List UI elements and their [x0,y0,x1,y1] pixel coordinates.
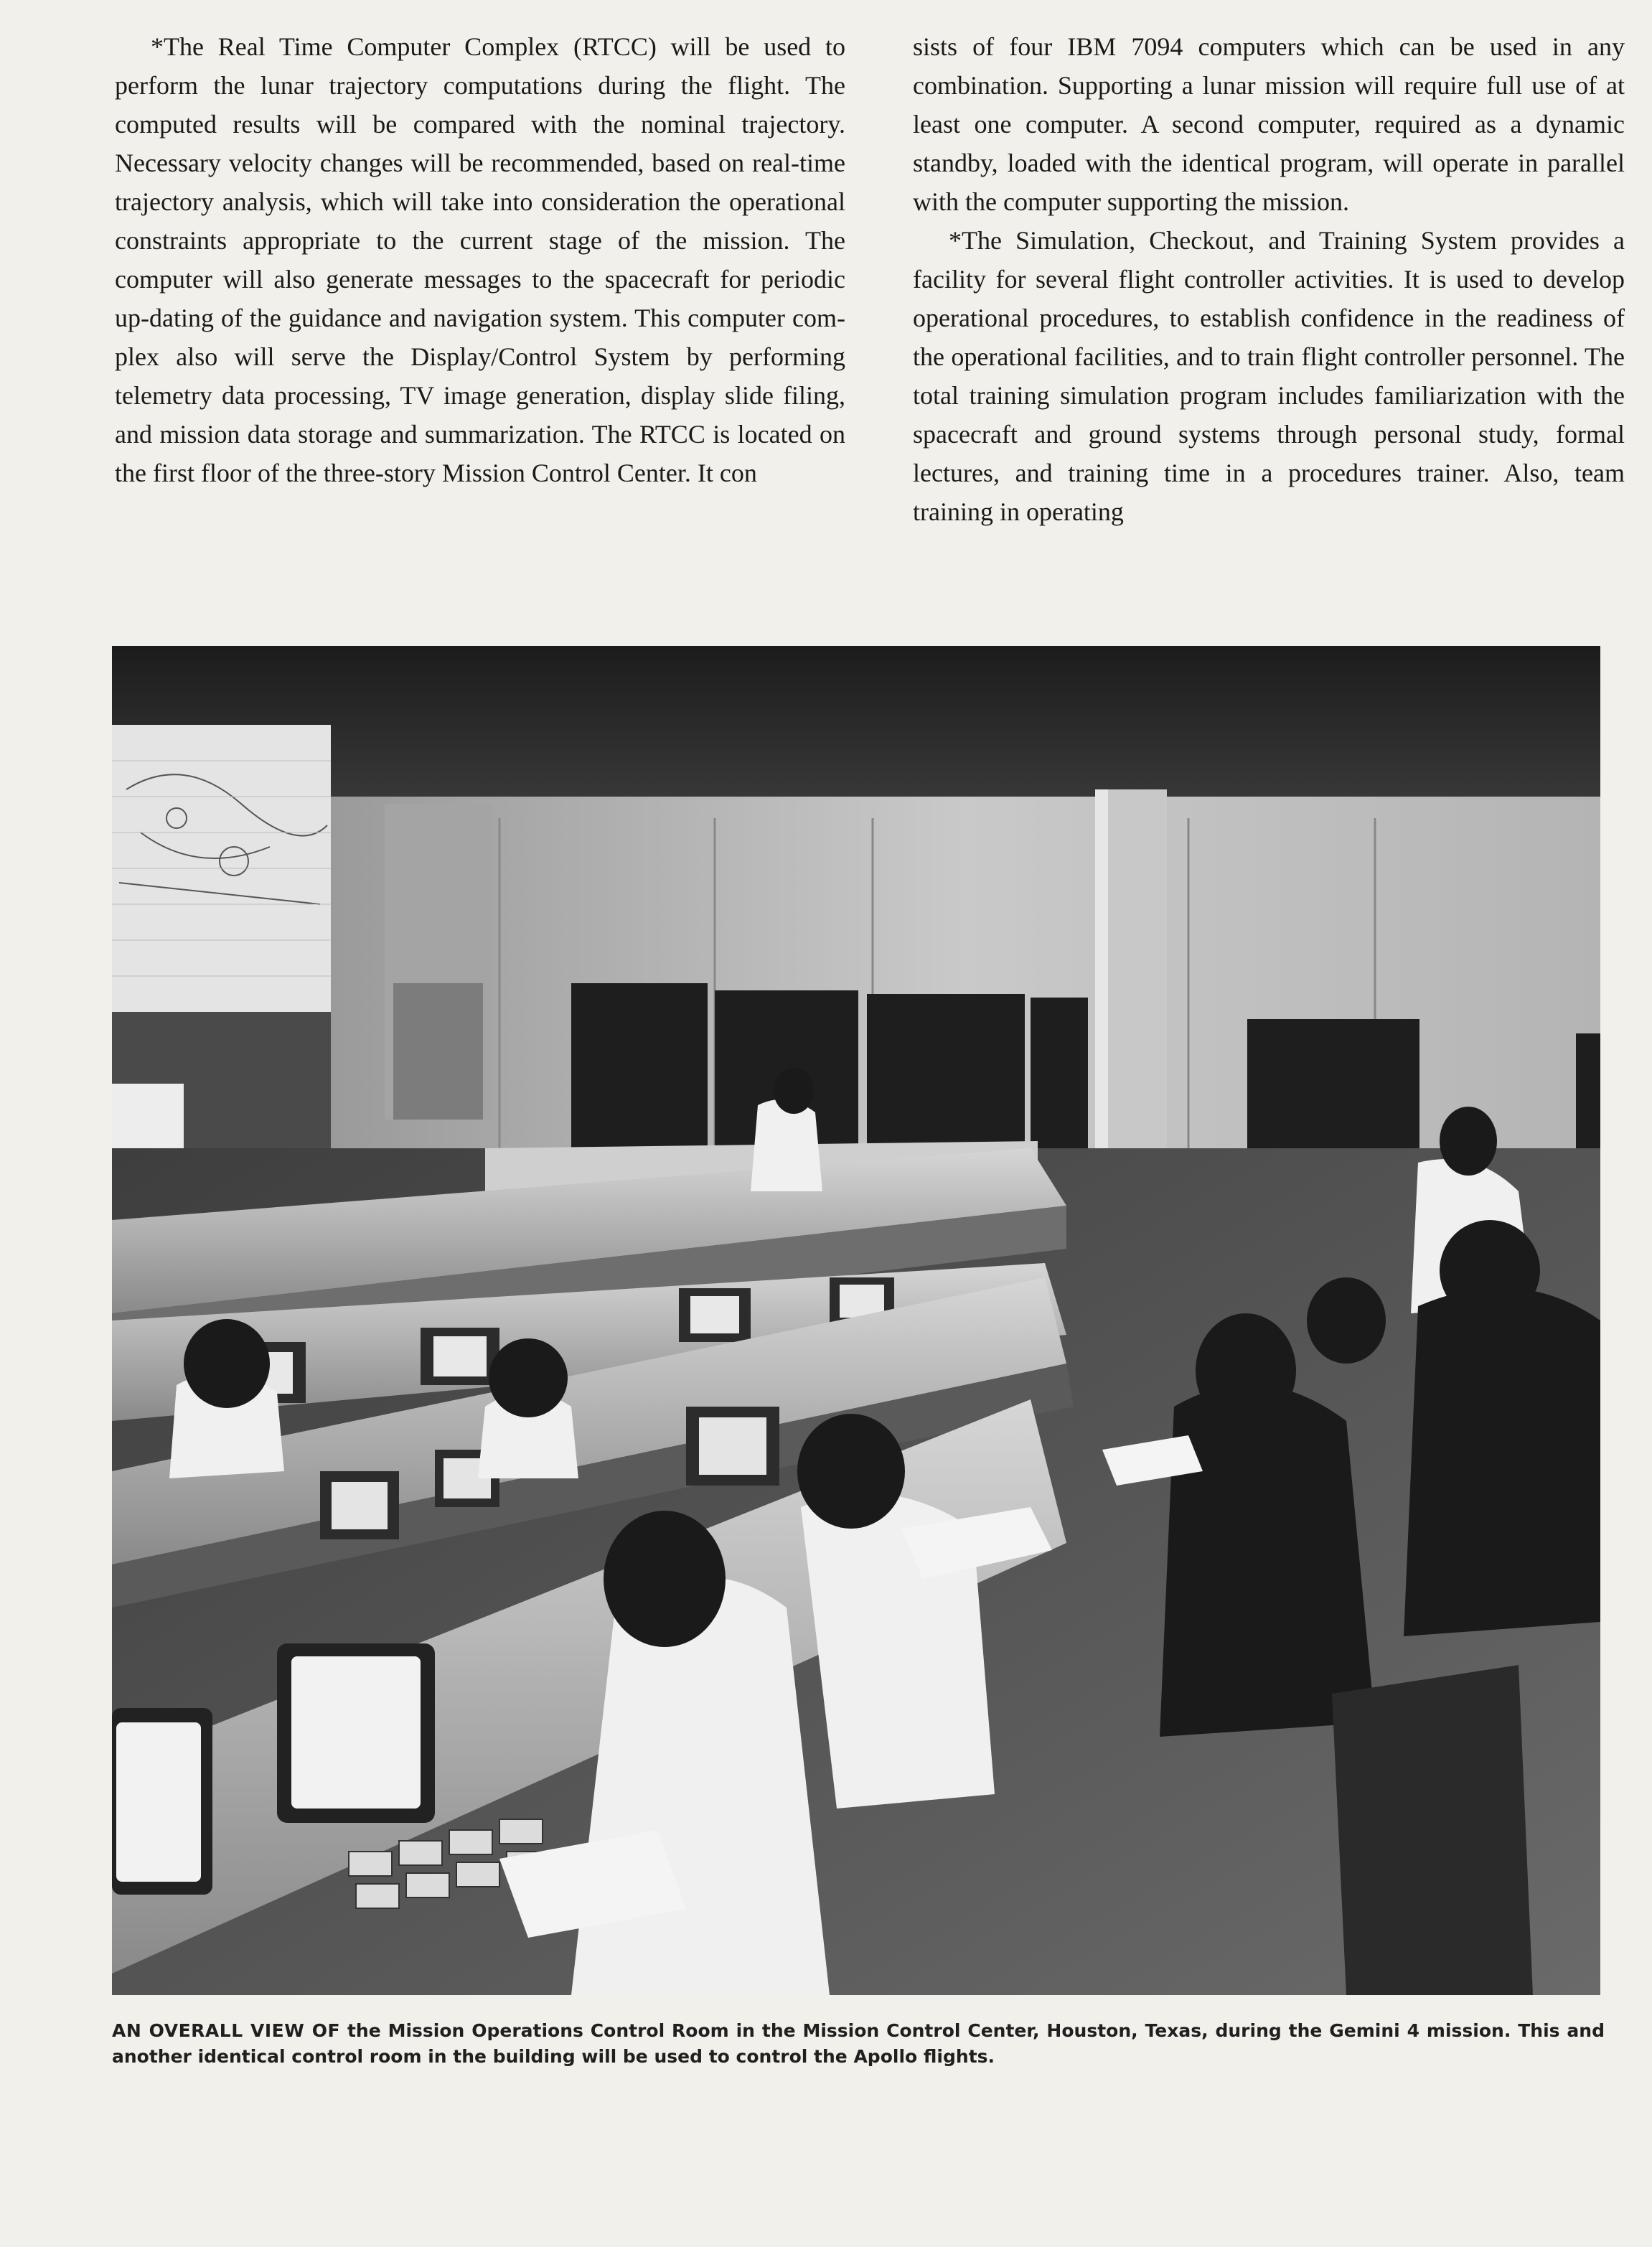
mission-control-room-photo [112,646,1600,1995]
caption-text: the Mission Operations Control Room in the Mission Control Center, Houston, Texas, during the Gemini 4 mission. This and another identical control room in the building will be used to control the Apollo flights. [112,2020,1605,2067]
figure-caption [112,2018,1605,2070]
training-system-paragraph: *The Simulation, Checkout, and Training System provides a facility for several flight controller activities. It is used to develop operational procedures, to establish confidence in the readiness of the operational facilities, and to train flight controller personnel. The total training simulation program includes familiarization with the spacecraft and ground systems through personal study, formal lectures, and training time in a procedures trainer. Also, team training in operating [913,226,1625,526]
photo-illustration [112,646,1600,1995]
caption-lead: AN OVERALL VIEW OF [112,2020,341,2041]
right-text-column [913,27,1625,531]
ibm-computers-paragraph: sists of four IBM 7094 computers which can be used in any combination. Supporting a lunar mission will require full use of at least one computer. A second computer, required as a dynamic standby, loaded with the identical program, will operate in parallel with the computer supporting the mission. [913,32,1625,216]
left-text-column [115,27,845,492]
rtcc-paragraph: *The Real Time Computer Complex (RTCC) will be used to perform the lunar trajectory computations during the flight. The computed results will be compared with the nominal trajectory. Necessary velocity changes will be recommended, based on real-time trajectory analysis, which will take into consideration the operational constraints appropriate to the current stage of the mission. The computer will also generate messages to the spacecraft for periodic up-dating of the guidance and navigation system. This computer complex also will serve the Display/Control System by performing telemetry data processing, TV image generation, display slide filing, and mission data storage and summarization. The RTCC is located on the first floor of the three-story Mission Control Center. It con [115,32,845,487]
